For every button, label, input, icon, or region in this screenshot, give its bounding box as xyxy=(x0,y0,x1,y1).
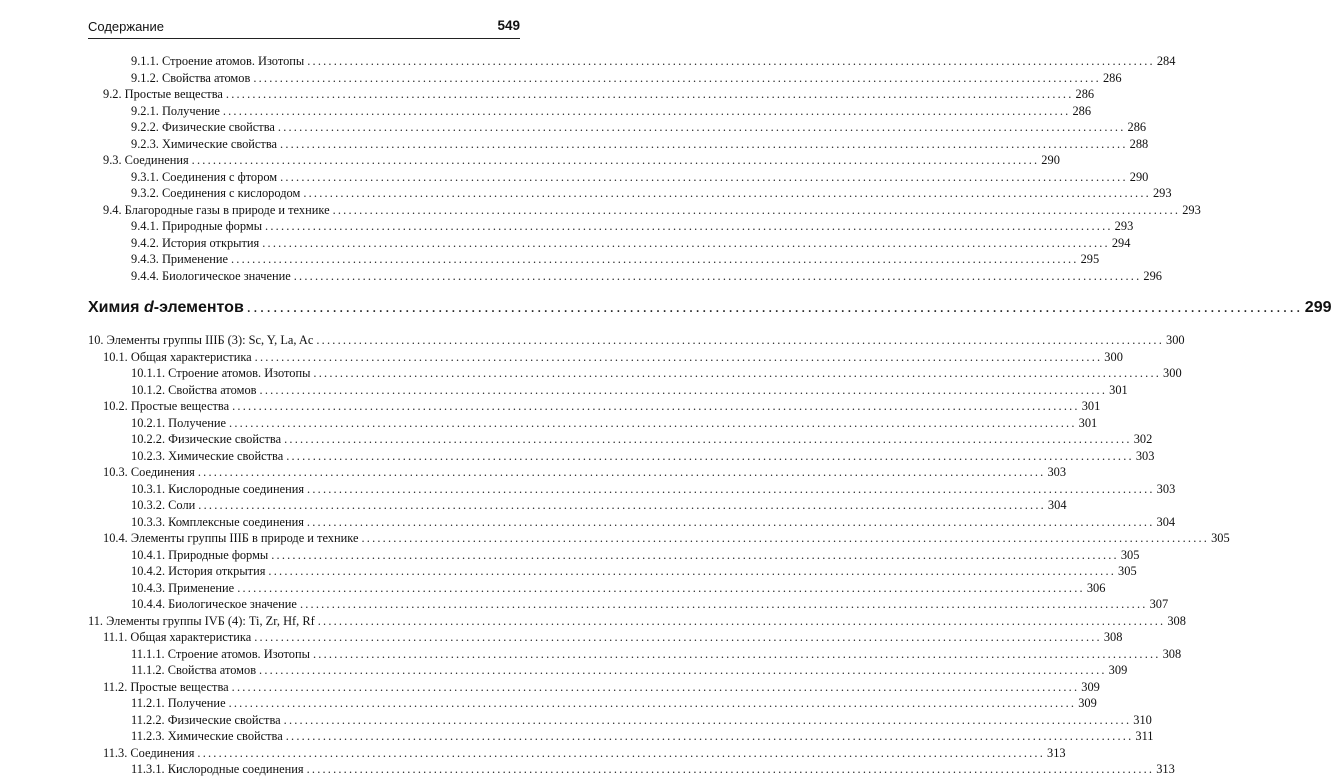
dot-leader: ................................................................................................................................................................ xyxy=(316,333,1164,347)
toc-entry-page: 313 xyxy=(1156,762,1175,776)
toc-entry[interactable] xyxy=(88,745,1066,762)
dot-leader: ................................................................................................................................................................ xyxy=(230,252,1079,266)
toc-entry-page: 296 xyxy=(1143,268,1162,283)
toc-entry-label: 9.1.1. Строение атомов. Изотопы xyxy=(131,54,305,68)
toc-entry-label: 11. Элементы группы IVБ (4): Ti, Zr, Hf, Rf xyxy=(88,613,315,628)
toc-entry-label: 10.3.1. Кислородные соединения xyxy=(131,481,305,496)
chapter-heading[interactable] xyxy=(88,296,1332,320)
toc-section-bottom xyxy=(88,332,1230,778)
toc-entry-label: 10.2.2. Физические свойства xyxy=(131,432,282,446)
toc-entry-page: 286 xyxy=(1075,87,1095,101)
toc-entry-label: 9.4. Благородные газы в природе и технике xyxy=(103,202,330,217)
toc-entry-page: 301 xyxy=(1078,415,1098,430)
toc-entry-label: 11.1.1. Строение атомов. Изотопы xyxy=(131,646,310,661)
toc-entry[interactable] xyxy=(88,251,1100,268)
toc-entry-label: 9.3.2. Соединения с кислородом xyxy=(131,186,301,200)
toc-entry-label: 10.4.4. Биологическое значение xyxy=(131,597,297,611)
toc-entry-page: 313 xyxy=(1047,745,1066,760)
toc-section-top xyxy=(88,53,1201,284)
toc-entry-page: 308 xyxy=(1167,613,1186,628)
toc-entry-label: 9.4.2. История открытия xyxy=(131,235,260,250)
toc-entry[interactable] xyxy=(88,70,1122,87)
toc-entry-page: 293 xyxy=(1152,186,1172,200)
toc-entry-page: 309 xyxy=(1081,679,1100,694)
toc-entry[interactable] xyxy=(88,119,1147,136)
toc-entry-label: 9.2. Простые вещества xyxy=(103,87,223,101)
toc-entry-page: 295 xyxy=(1080,252,1100,266)
dot-leader: ................................................................................................................................................................ xyxy=(253,70,1101,85)
toc-entry[interactable] xyxy=(88,497,1067,514)
dot-leader: ................................................................................................................................................................ xyxy=(313,366,1162,380)
toc-entry-label: 10.4.2. История открытия xyxy=(131,564,266,578)
toc-entry[interactable] xyxy=(88,235,1131,252)
toc-entry-label: 10.1.2. Свойства атомов xyxy=(131,382,257,397)
toc-entry[interactable] xyxy=(88,136,1149,153)
toc-entry-page: 286 xyxy=(1127,120,1147,134)
toc-entry-label: 9.3. Соединения xyxy=(103,153,189,167)
toc-entry[interactable] xyxy=(88,349,1123,366)
dot-leader: ................................................................................................................................................................ xyxy=(259,663,1107,677)
toc-entry-page: 293 xyxy=(1182,202,1201,217)
toc-entry-page: 300 xyxy=(1163,366,1182,380)
dot-leader: ................................................................................................................................................................ xyxy=(285,729,1134,743)
toc-entry-label: 9.2.2. Физические свойства xyxy=(131,120,275,134)
toc-entry[interactable] xyxy=(88,613,1186,630)
toc-entry-label: 11.1. Общая характеристика xyxy=(103,630,252,644)
toc-entry[interactable] xyxy=(88,185,1172,202)
toc-entry[interactable] xyxy=(88,695,1097,712)
dot-leader: ................................................................................................................................................................ xyxy=(306,762,1155,776)
toc-entry-label: 10.2.3. Химические свойства xyxy=(131,448,284,463)
page-number: 549 xyxy=(497,18,520,33)
toc-entry[interactable] xyxy=(88,448,1155,465)
toc-entry-page: 300 xyxy=(1104,349,1123,364)
toc-entry-label: 10.4. Элементы группы IIIБ в природе и технике xyxy=(103,531,359,545)
dot-leader: ................................................................................................................................................................ xyxy=(198,498,1046,512)
toc-entry-page: 286 xyxy=(1102,70,1122,85)
toc-entry[interactable] xyxy=(88,398,1101,415)
toc-entry[interactable] xyxy=(88,53,1176,70)
toc-entry[interactable] xyxy=(88,580,1106,597)
toc-entry[interactable] xyxy=(88,629,1123,646)
toc-entry-label: 10.1.1. Строение атомов. Изотопы xyxy=(131,366,311,380)
dot-leader: ................................................................................................................................................................ xyxy=(222,103,1071,118)
toc-entry-page: 304 xyxy=(1156,514,1176,529)
toc-entry-label: 11.2.2. Физические свойства xyxy=(131,712,281,727)
toc-entry-page: 305 xyxy=(1118,564,1137,578)
dot-leader: ................................................................................................................................................................ xyxy=(254,630,1102,644)
toc-entry-label: 10.3.2. Соли xyxy=(131,498,196,512)
toc-entry-label: 11.2.3. Химические свойства xyxy=(131,729,283,743)
dot-leader: ................................................................................................................................................................ xyxy=(312,646,1161,661)
toc-entry-page: 305 xyxy=(1120,547,1140,562)
dot-leader: ................................................................................................................................................................ xyxy=(229,415,1077,430)
dot-leader: ................................................................................................................................................................ xyxy=(225,87,1074,101)
toc-entry[interactable] xyxy=(88,662,1128,679)
dot-leader: ................................................................................................................................................................ xyxy=(197,465,1046,479)
chapter-title-suffix: -элементов xyxy=(153,299,244,316)
dot-leader: ................................................................................................................................................................ xyxy=(232,399,1080,413)
toc-entry-page: 290 xyxy=(1041,153,1060,167)
toc-entry-page: 311 xyxy=(1135,729,1154,743)
dot-leader: ................................................................................................................................................................ xyxy=(228,696,1077,710)
chapter-title xyxy=(88,296,247,320)
toc-entry[interactable] xyxy=(88,728,1154,745)
toc-entry-page: 307 xyxy=(1149,597,1169,611)
dot-leader: ................................................................................................................................................................ xyxy=(293,268,1142,283)
toc-entry[interactable] xyxy=(88,547,1140,564)
toc-entry-page: 309 xyxy=(1108,663,1128,677)
toc-entry-page: 303 xyxy=(1047,465,1067,479)
dot-leader: ................................................................................................................................................................ xyxy=(259,382,1108,397)
table-of-contents xyxy=(88,53,1332,778)
toc-entry-page: 308 xyxy=(1162,646,1182,661)
dot-leader: ................................................................................................................................................................ xyxy=(268,564,1117,578)
toc-entry-page: 306 xyxy=(1086,580,1106,595)
toc-entry[interactable] xyxy=(88,103,1092,120)
toc-entry[interactable] xyxy=(88,415,1098,432)
toc-entry[interactable] xyxy=(88,86,1095,103)
dot-leader: ................................................................................................................................................................ xyxy=(254,349,1103,364)
toc-entry[interactable] xyxy=(88,268,1162,285)
dot-leader: ................................................................................................................................................................ xyxy=(307,481,1155,496)
toc-entry-label: 10. Элементы группы IIIБ (3): Sc, Y, La, Ac xyxy=(88,333,314,347)
toc-entry-page: 286 xyxy=(1072,103,1092,118)
toc-entry[interactable] xyxy=(88,202,1201,219)
toc-entry[interactable] xyxy=(88,431,1153,448)
dot-leader: ................................................................................................................................................................ xyxy=(306,514,1155,529)
toc-entry-label: 9.2.1. Получение xyxy=(131,103,220,118)
toc-entry-page: 300 xyxy=(1166,333,1185,347)
dot-leader: ................................................................................................................................................................ xyxy=(262,235,1110,250)
toc-entry-page: 294 xyxy=(1111,235,1131,250)
toc-entry-label: 9.4.3. Применение xyxy=(131,252,228,266)
toc-entry-label: 10.2. Простые вещества xyxy=(103,399,230,413)
toc-entry-page: 293 xyxy=(1114,219,1134,233)
toc-entry-label: 10.3.3. Комплексные соединения xyxy=(131,514,304,529)
dot-leader: ................................................................................................................................................................ xyxy=(307,54,1155,68)
toc-entry-page: 302 xyxy=(1133,432,1153,446)
toc-entry-label: 10.4.1. Природные формы xyxy=(131,547,269,562)
spacer xyxy=(88,320,520,332)
dot-leader: ................................................................................................................................................................ xyxy=(280,169,1128,184)
dot-leader: ................................................................................................................................................................ xyxy=(332,202,1181,217)
running-title: Содержание xyxy=(88,19,164,34)
toc-entry-label: 10.2.1. Получение xyxy=(131,415,227,430)
toc-entry-label: 9.4.1. Природные формы xyxy=(131,219,263,233)
toc-entry[interactable] xyxy=(88,365,1182,382)
dot-leader: ................................................................................................................................................................ xyxy=(303,186,1151,200)
dot-leader: ................................................................................................................................................................ xyxy=(286,448,1134,463)
chapter-page: 299 xyxy=(1304,299,1332,316)
toc-entry-page: 301 xyxy=(1081,399,1101,413)
toc-entry[interactable] xyxy=(88,646,1182,663)
toc-entry[interactable] xyxy=(88,514,1176,531)
toc-entry[interactable] xyxy=(88,218,1134,235)
dot-leader: ................................................................................................................................................................ xyxy=(299,597,1148,611)
toc-entry-page: 303 xyxy=(1135,448,1155,463)
spacer xyxy=(88,284,520,296)
toc-entry-label: 11.2. Простые вещества xyxy=(103,679,229,694)
dot-leader: ................................................................................................................................................................ xyxy=(280,136,1128,151)
toc-entry-label: 11.3.1. Кислородные соединения xyxy=(131,762,304,776)
toc-entry[interactable] xyxy=(88,563,1137,580)
dot-leader: ................................................................................................................................................................ xyxy=(197,745,1046,760)
toc-entry-page: 308 xyxy=(1103,630,1123,644)
chapter-title-prefix: Химия xyxy=(88,299,144,316)
page-header xyxy=(88,16,520,39)
dot-leader: ................................................................................................................................................................ xyxy=(265,219,1113,233)
dot-leader: ................................................................................................................................................................ xyxy=(317,613,1166,628)
dot-leader: ................................................................................................................................................................ xyxy=(277,120,1126,134)
toc-entry-page: 290 xyxy=(1129,169,1149,184)
toc-entry-label: 9.1.2. Свойства атомов xyxy=(131,70,251,85)
dot-leader: ................................................................................................................................................................ xyxy=(361,531,1210,545)
toc-entry-page: 303 xyxy=(1156,481,1176,496)
toc-entry-label: 11.2.1. Получение xyxy=(131,696,226,710)
toc-entry[interactable] xyxy=(88,481,1176,498)
toc-entry[interactable] xyxy=(88,464,1067,481)
toc-entry-label: 11.1.2. Свойства атомов xyxy=(131,663,257,677)
toc-entry-page: 309 xyxy=(1078,696,1097,710)
dot-leader: ................................................................................................................................................................ xyxy=(231,679,1080,694)
toc-entry[interactable] xyxy=(88,596,1169,613)
toc-entry-label: 10.1. Общая характеристика xyxy=(103,349,252,364)
toc-entry-page: 301 xyxy=(1109,382,1128,397)
dot-leader: ................................................................................................................................................................ xyxy=(284,432,1132,446)
dot-leader: ................................................................................................................................................................ xyxy=(237,580,1085,595)
toc-entry-page: 305 xyxy=(1211,531,1230,545)
toc-entry[interactable] xyxy=(88,712,1152,729)
toc-entry-page: 284 xyxy=(1156,54,1176,68)
toc-entry[interactable] xyxy=(88,530,1230,547)
toc-entry[interactable] xyxy=(88,382,1128,399)
toc-entry[interactable] xyxy=(88,332,1185,349)
toc-entry[interactable] xyxy=(88,679,1100,696)
toc-entry-label: 9.3.1. Соединения с фтором xyxy=(131,169,278,184)
toc-entry-label: 10.4.3. Применение xyxy=(131,580,235,595)
toc-entry-label: 11.3. Соединения xyxy=(103,745,195,760)
toc-entry-label: 9.4.4. Биологическое значение xyxy=(131,268,291,283)
chapter-title-italic: d xyxy=(143,299,154,316)
toc-entry-page: 310 xyxy=(1133,712,1152,727)
toc-entry[interactable] xyxy=(88,761,1175,778)
toc-entry-page: 304 xyxy=(1047,498,1067,512)
dot-leader: ................................................................................................................................................................ xyxy=(191,153,1040,167)
dot-leader: ................................................................................................................................................................ xyxy=(271,547,1119,562)
toc-entry[interactable] xyxy=(88,152,1060,169)
toc-entry-label: 9.2.3. Химические свойства xyxy=(131,136,278,151)
toc-entry-page: 288 xyxy=(1129,136,1149,151)
dot-leader: ................................................................................................................................................................ xyxy=(283,712,1132,727)
toc-entry[interactable] xyxy=(88,169,1149,186)
toc-entry-label: 10.3. Соединения xyxy=(103,465,195,479)
dot-leader: ................................................................................................................................................................ xyxy=(246,299,1303,316)
